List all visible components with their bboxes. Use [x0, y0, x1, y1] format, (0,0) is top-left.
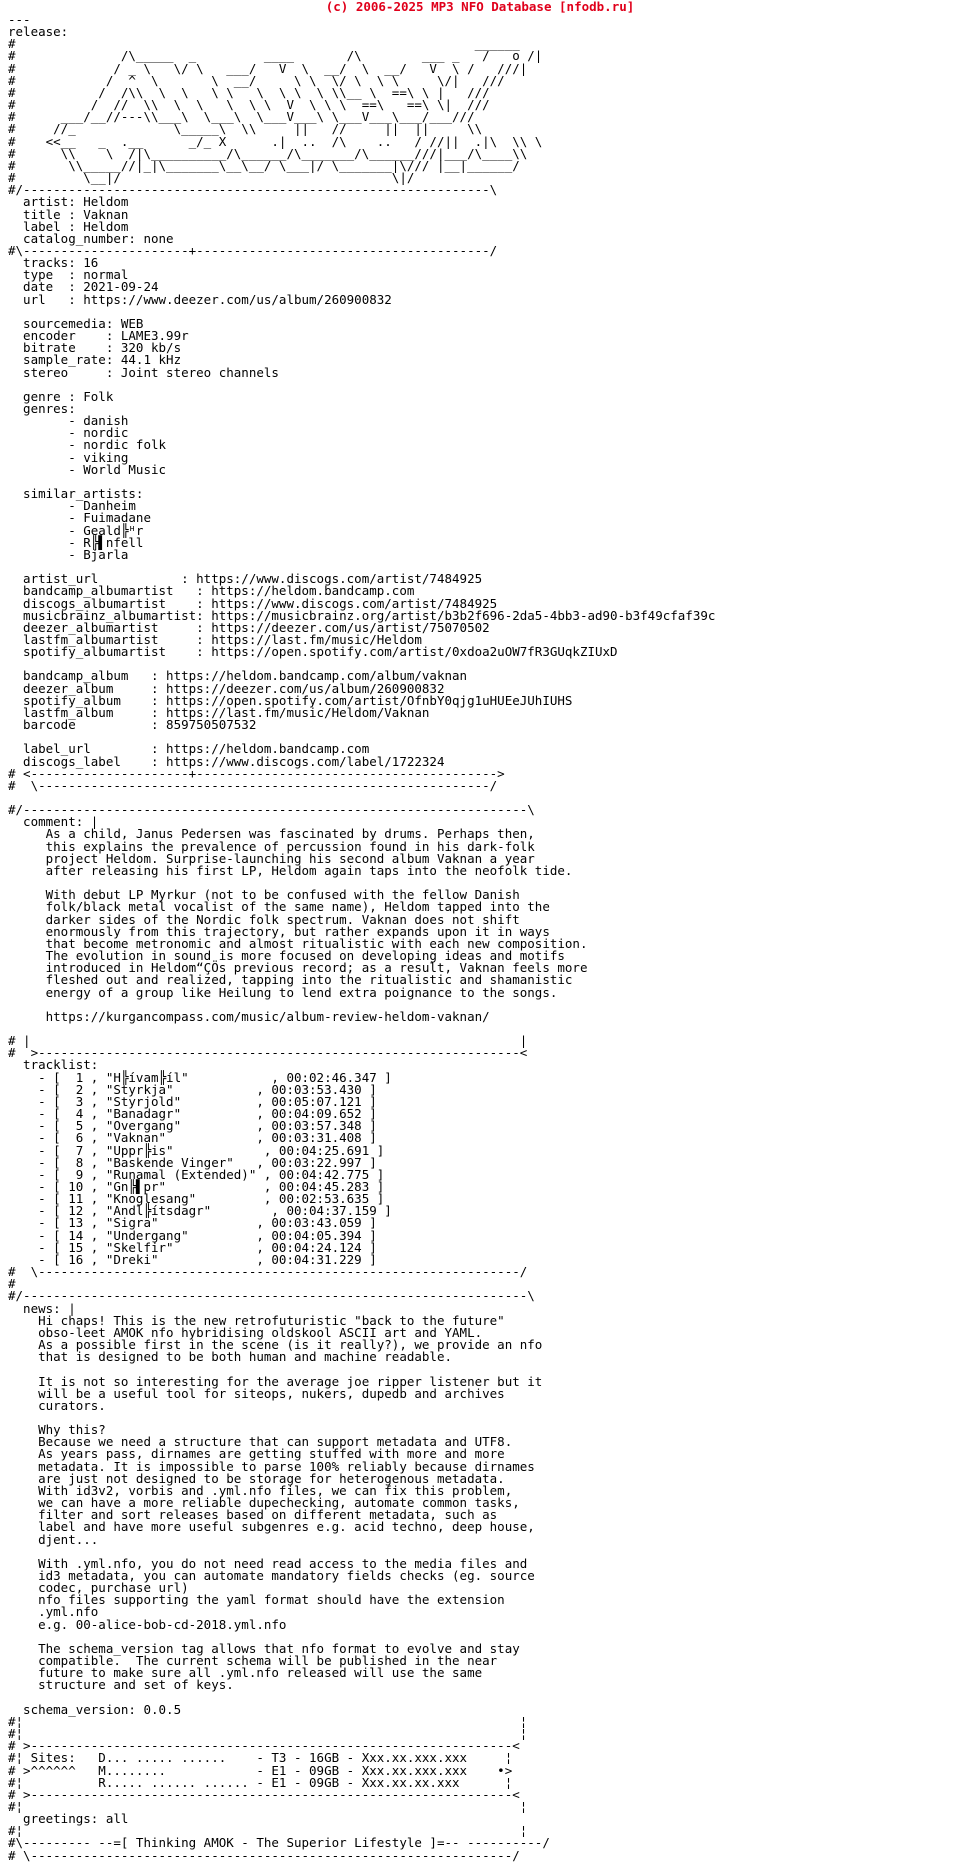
site-banner: (c) 2006-2025 MP3 NFO Database [nfodb.ru] — [325, 0, 635, 14]
nfo-text: --- release: # ______ # /\_____ _ ____ /\ ___ _ / o /| # / _ \ \/ \ ___/ V \ __/ \ __/ V \ / ///| # / ^ \ \ __/ \ \ \/ \ \ \ \/| /// # / /\\ \ \ \ \ \ \ \ \ \\__ \ ==\ \ | /// # / // \\ \ \ \ \ \ V \ \ \ ==\ ==\ \| /// # ___/__//---\\___\ \___\ \___V___\ \___V___\___/___/// # //_ \_____\ \\ || // || || \\ # <<__ _ .__ _/_ X .| .. /\ .. / //|| .|\ \\ \ # \\ \ /|\__________/\______/\_______/\______///|___/\____\\ # \\_____//|_|\_______\__\__/ \___|/ \_______|\/// |__|______/ # \__|/ \|/ #/--------------------------------------------------------------\ artist: Heldom title : Vaknan label : Heldom catalog_number: none #\----------------------+---------------------------------------/ tracks: 16 type : normal date : 2021-09-24 url : https://www.deezer.com/us/album/260900832 sourcemedia: WEB encoder : LAME3.99r bitrate : 320 kb/s sample_rate: 44.1 kHz stereo : Joint stereo channels genre : Folk genres: - danish - nordic - nordic folk - viking - World Music similar_artists: - Danheim - Fuimadane - Geald╠ᴴr - R╠▌nfell - Bjarla artist_url : https://www.discogs.com/artist/7484925 bandcamp_albumartist : https://heldom.bandcamp.com discogs_albumartist : https://www.discogs.com/artist/7484925 musicbrainz_albumartist: https://musicbrainz.org/artist/b3b2f696-2da5-4bb3-ad90-b3f49cfaf39c deezer_albumartist : https://deezer.com/us/artist/75070502 lastfm_albumartist : https://last.fm/music/Heldom spotify_albumartist : https://open.spotify.com/artist/0xdoa2uOW7fR3GUqkZIUxD bandcamp_album : https://heldom.bandcamp.com/album/vaknan deezer_album : https://deezer.com/us/album/260900832 spotify_album : https://open.spotify.com/artist/OfnbY0qjg1uHUEeJUhIUHS lastfm_album : https://last.fm/music/Heldom/Vaknan barcode : 859750507532 label_url : https://heldom.bandcamp.com discogs_label : https://www.discogs.com/label/1722324 # <---------------------+----------------------------------------> # \------------------------------------------------------------/ #/-------------------------------------------------------------------\ comment: | As a child, Janus Pedersen was fascinated by drums. Perhaps then, this explains the prevalence of percussion found in his dark-folk project Heldom. Surprise-launching his second album Vaknan a year after releasing his first LP, Heldom again taps into the neofolk tide. With debut LP Myrkur (not to be confused with the fellow Danish folk/black metal vocalist of the same name), Heldom tapped into the darker sides of the Nordic folk spectrum. Vaknan does not shift enormously from this trajectory, but rather expands upon it in ways that become metronomic and almost ritualistic with each new composition. The evolution in sound is more focused on developing ideas and motifs introduced in Heldom“ÇÖs previous record; as a result, Vaknan feels more fleshed out and realized, tapping into the ritualistic and shamanistic energy of a group like Heilung to lend extra poignance to the songs. https://kurgancompass.com/music/album-review-heldom-vaknan/ # | | # >----------------------------------------------------------------< tracklist: - [ 1 , "H╠ívam╠íl" , 00:02:46.347 ] - [ 2 , "Styrkja" , 00:03:53.430 ] - [ 3 , "Styrjold" , 00:05:07.121 ] - [ 4 , "Banadagr" , 00:04:09.652 ] - [ 5 , "Overgang" , 00:03:57.348 ] - [ 6 , "Vaknan" , 00:03:31.408 ] - [ 7 , "Uppr╠is" , 00:04:25.691 ] - [ 8 , "Baskende Vinger" , 00:03:22.997 ] - [ 9 , "Runamal (Extended)" , 00:04:42.775 ] - [ 10 , "Gn╠▌pr" , 00:04:45.283 ] - [ 11 , "Knoglesang" , 00:02:53.635 ] - [ 12 , "Andl╠ítsdagr" , 00:04:37.159 ] - [ 13 , "Sigra" , 00:03:43.059 ] - [ 14 , "Undergang" , 00:04:05.394 ] - [ 15 , "Skelfir" , 00:04:24.124 ] - [ 16 , "Dreki" , 00:04:31.229 ] # \----------------------------------------------------------------/ # #/-------------------------------------------------------------------\ news: | Hi chaps! This is the new retrofuturistic "back to the future" obso-leet AMOK nfo hybridising oldskool ASCII art and YAML. As a possible first in the scene (is it really?), we provide an nfo that is designed to be both human and machine readable. It is not so interesting for the average joe ripper listener but it will be a useful tool for siteops, nukers, dupedb and archives curators. Why this? Because we need a structure that can support metadata and UTF8. As years pass, dirnames are getting stuffed with more and more metadata. It is impossible to parse 100% reliably because dirnames are just not designed to be storage for heterogenous metadata. With id3v2, vorbis and .yml.nfo files, we can fix this problem, we can have a more reliable dupechecking, automate common tasks, filter and sort releases based on different metadata, such as label and have more useful subgenres e.g. acid techno, deep house, djent... With .yml.nfo, you do not need read access to the media files and id3 metadata, you can automate mandatory fields checks (eg. source codec, purchase url) nfo files supporting the yaml format should have the extension .yml.nfo e.g. 00-alice-bob-cd-2018.yml.nfo The schema_version tag allows that nfo format to evolve and stay compatible. The current schema will be published in the near future to make sure all .yml.nfo released will use the same structure and set of keys. schema_version: 0.0.5 #¦ ¦ #¦ ¦ # >----------------------------------------------------------------< #¦ Sites: D... ..... ...... - T3 - 16GB - Xxx.xx.xxx.xxx ¦ # >^^^^^^ M........ - E1 - 09GB - Xxx.xx.xxx.xxx •> #¦ R..... ...... ...... - E1 - 09GB - Xxx.xx.xx.xxx ¦ # >----------------------------------------------------------------< #¦ ¦ greetings: all #¦ ¦ #\--------- --=[ Thinking AMOK - The Superior Lifestyle ]=-- ----------/ # \----------------------------------------------------------------/ — [8, 12, 716, 1863]
